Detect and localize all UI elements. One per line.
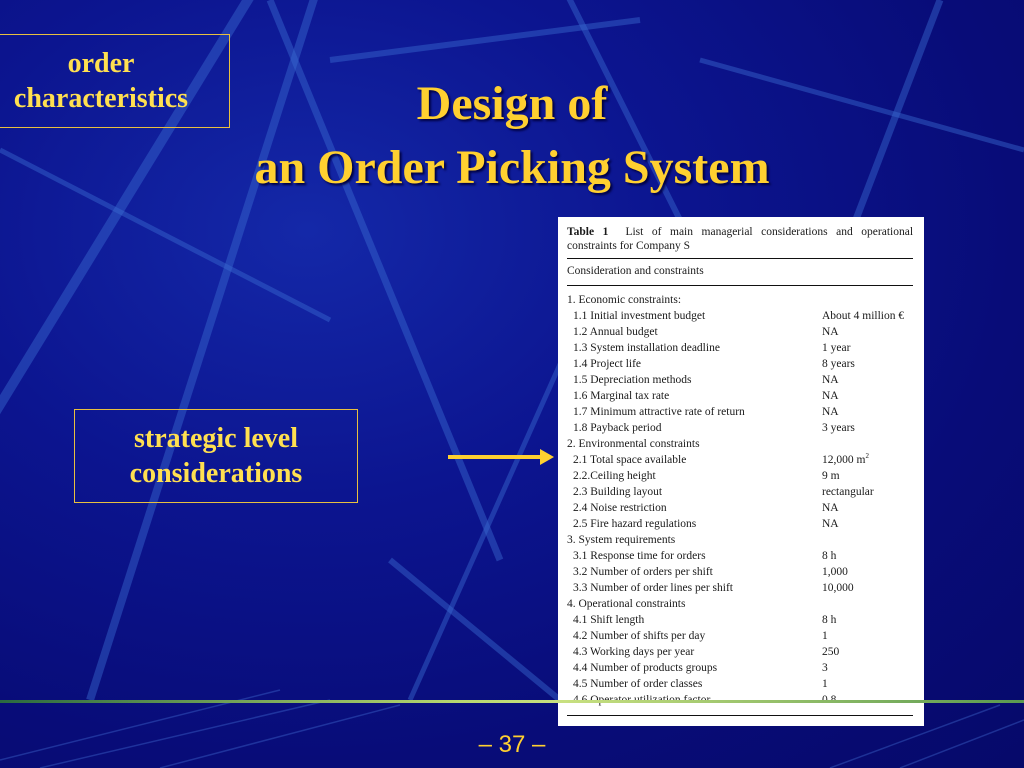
table-row xyxy=(567,500,913,516)
table-row-name: 4.2 Number of shifts per day xyxy=(573,630,706,642)
table-row-value xyxy=(822,676,913,692)
table-row-value-text: NA xyxy=(822,374,839,386)
table-row-value-text: NA xyxy=(822,518,839,530)
table-row xyxy=(567,628,913,644)
table-row xyxy=(567,580,913,596)
title-line-1: Design of xyxy=(416,77,608,130)
table-row xyxy=(567,612,913,628)
table-row xyxy=(567,404,913,420)
table-row-name: 3.1 Response time for orders xyxy=(573,550,706,562)
table-row-value xyxy=(822,548,913,564)
table-row-value-text: 1 xyxy=(822,630,828,642)
table-row-value-text: 3 xyxy=(822,662,828,674)
table-row-value-text: NA xyxy=(822,406,839,418)
table-row-value-text: 1 xyxy=(822,678,828,690)
table-row xyxy=(567,436,913,452)
table-row xyxy=(567,644,913,660)
table-row xyxy=(567,340,913,356)
table-row-name: 2.4 Noise restriction xyxy=(573,502,667,514)
table-row-value-text: About 4 million € xyxy=(822,310,905,322)
table-row xyxy=(567,548,913,564)
table-row-name: 4. Operational constraints xyxy=(567,598,686,610)
table-row-value-text: 12,000 m xyxy=(822,454,866,466)
slide-title xyxy=(150,72,874,200)
table-row-name: 2.1 Total space available xyxy=(573,454,687,466)
table-row-value-superscript: 2 xyxy=(865,452,869,461)
strategic-box-line-1: strategic level xyxy=(133,423,299,454)
table-row xyxy=(567,468,913,484)
table-row-value xyxy=(822,468,913,484)
table-row-value-text: NA xyxy=(822,502,839,514)
table-row-value xyxy=(822,452,913,468)
table-row-name: 2. Environmental constraints xyxy=(567,438,700,450)
table-column-header: Consideration and constraints xyxy=(567,265,704,277)
order-box-line-1: order xyxy=(67,48,135,79)
table-row-name: 1.1 Initial investment budget xyxy=(573,310,706,322)
title-line-2: an Order Picking System xyxy=(254,141,770,194)
strategic-considerations-box xyxy=(74,409,358,503)
table-row-value xyxy=(822,580,913,596)
table-body xyxy=(567,286,913,708)
table-row-value-text: NA xyxy=(822,390,839,402)
table-row-value xyxy=(822,500,913,516)
table-row-value-text: NA xyxy=(822,326,839,338)
table-row xyxy=(567,356,913,372)
table-row-name: 4.4 Number of products groups xyxy=(573,662,718,674)
table-row-name: 1.8 Payback period xyxy=(573,422,662,434)
table-row-value-text: 8 h xyxy=(822,550,837,562)
table-row-value xyxy=(822,372,913,388)
table-row-value xyxy=(822,436,913,452)
right-arrow-icon xyxy=(448,446,554,468)
table-row-value-text: 3 years xyxy=(822,422,855,434)
table-row-value xyxy=(822,388,913,404)
table-bottom-rule xyxy=(567,715,913,716)
table-row-value-text: 1 year xyxy=(822,342,851,354)
table-row-name: 3.3 Number of order lines per shift xyxy=(573,582,734,594)
table-row-value xyxy=(822,404,913,420)
table-row-name: 1.4 Project life xyxy=(573,358,642,370)
order-box-line-2: characteristics xyxy=(13,83,189,114)
table-row xyxy=(567,660,913,676)
table-row-name: 3. System requirements xyxy=(567,534,676,546)
table-row-name: 2.3 Building layout xyxy=(573,486,663,498)
table-row-name: 1.2 Annual budget xyxy=(573,326,658,338)
table-row-value xyxy=(822,292,913,308)
table-row xyxy=(567,420,913,436)
table-row-value xyxy=(822,628,913,644)
table-row-name: 1.6 Marginal tax rate xyxy=(573,390,670,402)
table-row-value xyxy=(822,340,913,356)
table-row-name: 4.3 Working days per year xyxy=(573,646,695,658)
table-row xyxy=(567,676,913,692)
table-caption xyxy=(567,225,913,253)
table-row-value-text: 250 xyxy=(822,646,840,658)
table-row-name: 1.5 Depreciation methods xyxy=(573,374,692,386)
table-row xyxy=(567,484,913,500)
table-row-value xyxy=(822,308,913,324)
table-row-value-text: rectangular xyxy=(822,486,874,498)
table-row-value-text: 1,000 xyxy=(822,566,848,578)
table-row-value xyxy=(822,324,913,340)
table-row-name: 1.7 Minimum attractive rate of return xyxy=(573,406,745,418)
table-row-name: 1. Economic constraints: xyxy=(567,294,682,306)
table-row xyxy=(567,564,913,580)
table-row xyxy=(567,596,913,612)
table-row xyxy=(567,516,913,532)
table-caption-text: List of main managerial considerations and operational constraints for Company S xyxy=(567,226,914,252)
table-row-value-text: 8 years xyxy=(822,358,855,370)
table-row-name: 2.2.Ceiling height xyxy=(573,470,656,482)
table-row-value xyxy=(822,532,913,548)
table-row-name: 2.5 Fire hazard regulations xyxy=(573,518,697,530)
footer-divider xyxy=(0,700,1024,703)
table-row-value xyxy=(822,516,913,532)
table-row-value-text: 10,000 xyxy=(822,582,854,594)
table-row-value-text: 9 m xyxy=(822,470,840,482)
table-row-value xyxy=(822,612,913,628)
table-row xyxy=(567,324,913,340)
table-row-name: 4.1 Shift length xyxy=(573,614,645,626)
constraints-table xyxy=(558,217,924,726)
table-row xyxy=(567,308,913,324)
table-row xyxy=(567,372,913,388)
table-row xyxy=(567,452,913,468)
table-row xyxy=(567,388,913,404)
page-number: – 37 – xyxy=(478,731,546,758)
table-row-value xyxy=(822,356,913,372)
table-row-value xyxy=(822,484,913,500)
table-row-value xyxy=(822,596,913,612)
table-row xyxy=(567,532,913,548)
table-row-value xyxy=(822,420,913,436)
table-row-value xyxy=(822,660,913,676)
table-caption-label: Table 1 xyxy=(567,226,609,238)
table-row-value xyxy=(822,564,913,580)
table-row-name: 3.2 Number of orders per shift xyxy=(573,566,713,578)
table-row-value xyxy=(822,644,913,660)
table-row xyxy=(567,292,913,308)
table-row-value-text: 8 h xyxy=(822,614,837,626)
table-row-name: 1.3 System installation deadline xyxy=(573,342,720,354)
strategic-box-line-2: considerations xyxy=(129,458,303,489)
table-row-name: 4.5 Number of order classes xyxy=(573,678,703,690)
